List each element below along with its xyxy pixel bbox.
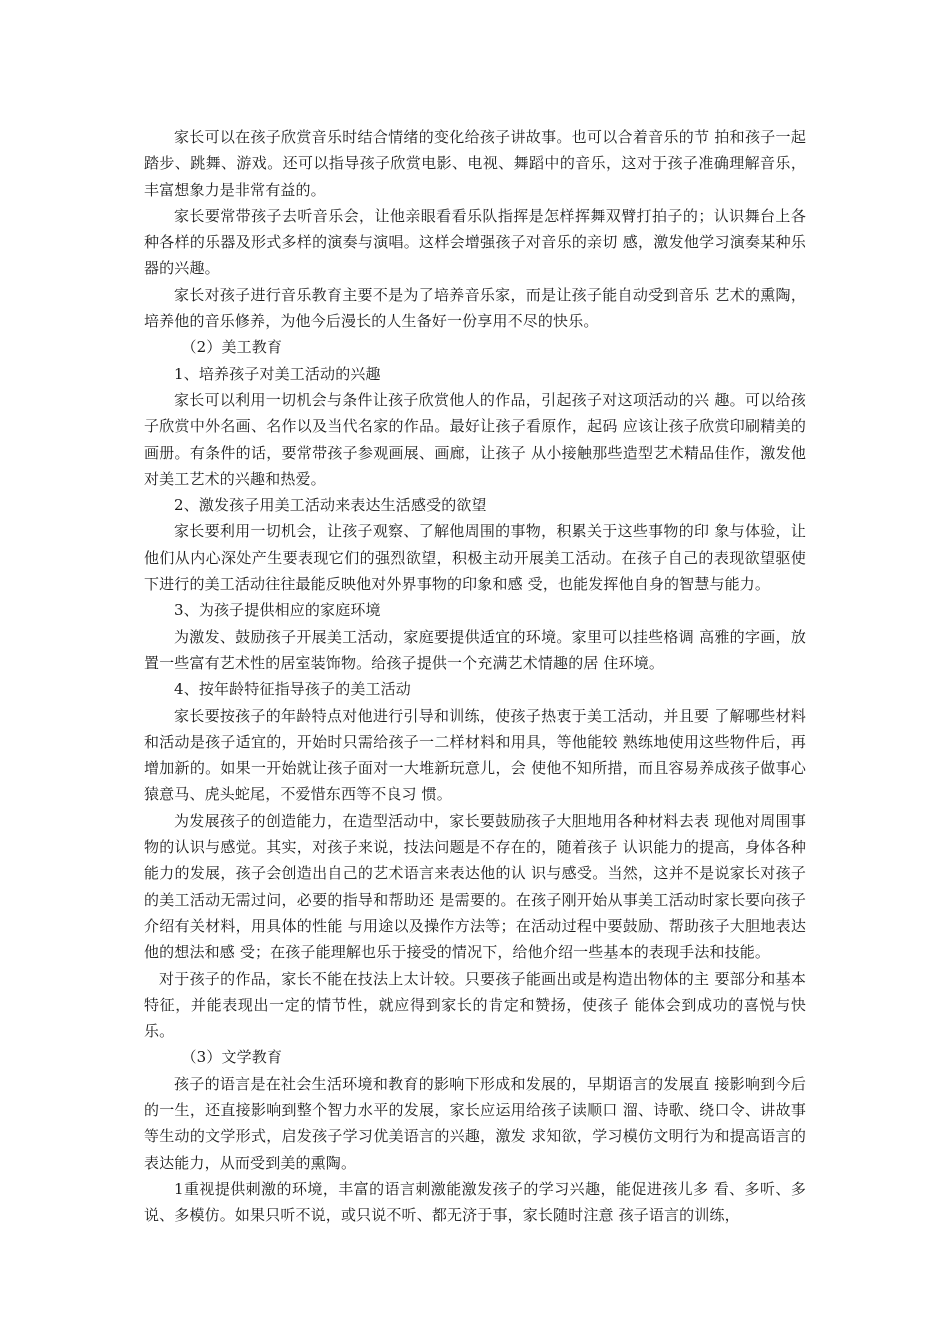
section-heading-art: （2）美工教育 (181, 338, 283, 357)
paragraph: 1重视提供刺激的环境，丰富的语言刺激能激发孩子的学习兴趣，能促进孩儿多 看、多听、多说、多模仿。如果只听不说，或只说不听、都无济于事，家长随时注意 孩子语言的训练， (144, 1179, 806, 1225)
paragraph: 家长要常带孩子去听音乐会，让他亲眼看看乐队指挥是怎样挥舞双臂打拍子的；认识舞台上各种各样的乐器及形式多样的演奏与演唱。这样会增强孩子对音乐的亲切 感，激发他学习演奏某种乐器的兴趣。 (144, 206, 806, 278)
subheading: 4、按年龄特征指导孩子的美工活动 (174, 680, 411, 699)
paragraph: 家长可以利用一切机会与条件让孩子欣赏他人的作品，引起孩子对这项活动的兴 趣。可以给孩子欣赏中外名画、名作以及当代名家的作品。最好让孩子看原作，起码 应该让孩子欣赏印刷精美的画册。有条件的话，要常带孩子参观画展、画廊，让孩子 从小接触那些造型艺术精品佳作，激发他对美工艺术的兴趣和热爱。 (144, 390, 806, 488)
paragraph: 对于孩子的作品，家长不能在技法上太计较。只要孩子能画出或是构造出物体的主 要部分和基本特征，并能表现出一定的情节性，就应得到家长的肯定和赞扬，使孩子 能体会到成功的喜悦与快乐。 (144, 969, 806, 1041)
document-body (144, 124, 806, 1228)
paragraph: 家长可以在孩子欣赏音乐时结合情绪的变化给孩子讲故事。也可以合着音乐的节 拍和孩子一起踏步、跳舞、游戏。还可以指导孩子欣赏电影、电视、舞蹈中的音乐，这对于孩子准确理解音乐，丰富想象力是非常有益的。 (144, 128, 806, 199)
paragraph: 孩子的语言是在社会生活环境和教育的影响下形成和发展的，早期语言的发展直 接影响到今后的一生，还直接影响到整个智力水平的发展，家长应运用给孩子读顺口 溜、诗歌、绕口令、讲故事等生动的文学形式，启发孩子学习优美语言的兴趣，激发 求知欲，学习模仿文明行为和提高语言的表达能力，从而受到美的熏陶。 (144, 1074, 806, 1172)
paragraph: 家长对孩子进行音乐教育主要不是为了培养音乐家，而是让孩子能自动受到音乐 艺术的熏陶，培养他的音乐修养，为他今后漫长的人生备好一份享用不尽的快乐。 (144, 285, 806, 331)
subheading: 3、为孩子提供相应的家庭环境 (174, 601, 381, 620)
paragraph: 家长要按孩子的年龄特点对他进行引导和训练，使孩子热衷于美工活动，并且要 了解哪些材料和活动是孩子适宜的，开始时只需给孩子一二样材料和用具，等他能较 熟练地使用这些物件后，再增加新的。如果一开始就让孩子面对一大堆新玩意儿，会 使他不知所措，而且容易养成孩子做事心猿意马、虎头蛇尾，不爱惜东西等不良习 惯。 (144, 706, 806, 804)
section-heading-literature: （3）文学教育 (181, 1048, 283, 1067)
paragraph: 为激发、鼓励孩子开展美工活动，家庭要提供适宜的环境。家里可以挂些格调 高雅的字画，放置一些富有艺术性的居室装饰物。给孩子提供一个充满艺术情趣的居 住环境。 (144, 627, 806, 672)
subheading: 2、激发孩子用美工活动来表达生活感受的欲望 (174, 496, 487, 515)
paragraph: 为发展孩子的创造能力，在造型活动中，家长要鼓励孩子大胆地用各种材料去表 现他对周围事物的认识与感觉。其实，对孩子来说，技法问题是不存在的，随着孩子 认识能力的提高，身体各种能力的发展，孩子会创造出自己的艺术语言来表达他的认 识与感受。当然，这并不是说家长对孩子的美工活动无需过问，必要的指导和帮助还 是需要的。在孩子刚开始从事美工活动时家长要向孩子介绍有关材料，用具体的性能 与用途以及操作方法等；在活动过程中要鼓励、帮助孩子大胆地表达他的想法和感 受；在孩子能理解也乐于接受的情况下，给他介绍一些基本的表现手法和技能。 (144, 811, 806, 962)
paragraph: 家长要利用一切机会，让孩子观察、了解他周围的事物，积累关于这些事物的印 象与体验，让他们从内心深处产生要表现它们的强烈欲望，积极主动开展美工活动。在孩子自己的表现欲望驱使下进行的美工活动往往最能反映他对外界事物的印象和感 受，也能发挥他自身的智慧与能力。 (144, 522, 806, 594)
subheading: 1、培养孩子对美工活动的兴趣 (174, 364, 381, 383)
